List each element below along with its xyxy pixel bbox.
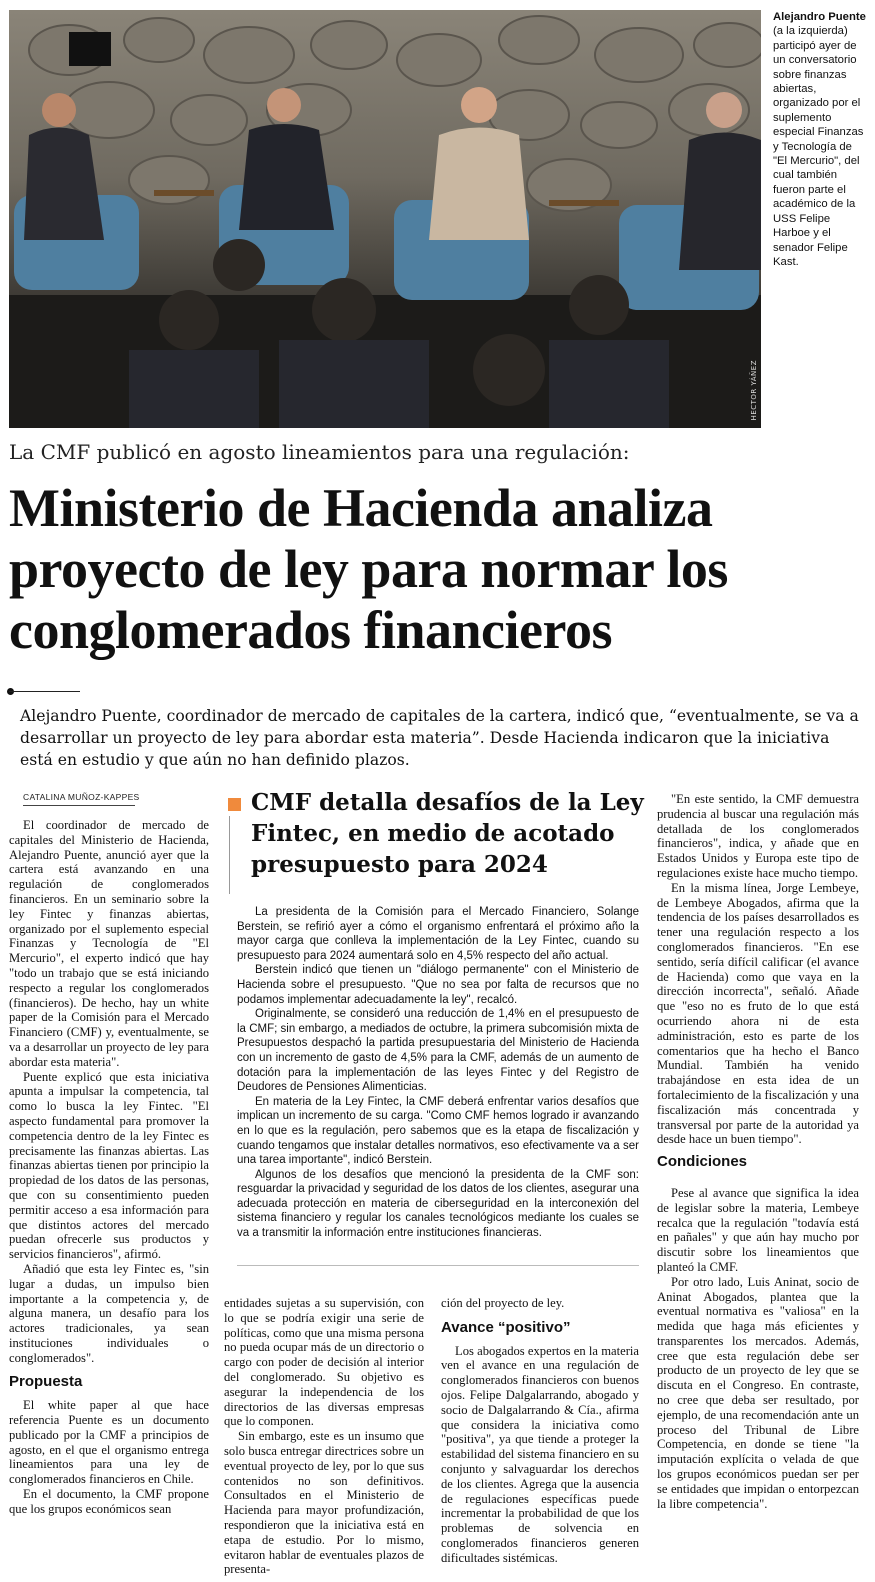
- byline: CATALINA MUÑOZ-KAPPES: [23, 792, 140, 802]
- paragraph: ción del proyecto de ley.: [441, 1296, 565, 1310]
- subheading-propuesta: Propuesta: [9, 1373, 83, 1391]
- subheading-avance: Avance “positivo”: [441, 1318, 571, 1336]
- paragraph: Pese al avance que significa la idea de legislar sobre la materia, Lembeye recalca que la regulación "todavía está en pañales" y que aún hay mucho por discutir sobre los lineamientos que planteó la CMF.: [657, 1185, 859, 1274]
- column-2: [224, 1296, 424, 1577]
- paragraph: Berstein indicó que tienen un "diálogo permanente" con el Ministerio de Hacienda sobre el presupuesto. "Que no sea por falta de recursos que no podamos implementar adecuadamente la ley", recalcó.: [237, 964, 639, 1006]
- article-photo: [9, 10, 761, 428]
- column-1: [9, 818, 209, 1517]
- caption-text: (a la izquierda) participó ayer de un conversatorio sobre finanzas abiertas, organizado por el suplemento especial Finanzas y Tecnología de "El Mercurio", del cual también fueron parte el académico de la USS Felipe Harboe y el senador Felipe Kast.: [773, 25, 864, 268]
- kicker: La CMF publicó en agosto lineamientos para una regulación:: [9, 440, 630, 464]
- byline-rule: [23, 805, 135, 806]
- inset-marker: [228, 798, 241, 811]
- paragraph: Originalmente, se consideró una reducción de 1,4% en el presupuesto de la CMF; sin embargo, a mediados de octubre, la primera subcomisión mixta de Presupuestos despachó la partida presupuestaria del Ministerio de Hacienda con un incremento de gasto de 4,5% para la CMF, además de un aumento de dotación para la implementación de las leyes Fintec y del Registro de Deudores de Pensiones Alimenticias.: [237, 1008, 639, 1094]
- paragraph: "En este sentido, la CMF demuestra prudencia al buscar una regulación más detallada de los conglomerados financieros", indica, y añade que en Estados Unidos y Europa este tipo de regulaciones existe hace mucho tiempo.: [657, 792, 859, 880]
- paragraph: El coordinador de mercado de capitales del Ministerio de Hacienda, Alejandro Puente, anunció ayer que la cartera está avanzando en una regulación de conglomerados financieros. En un seminario sobre la ley Fintec y finanzas abiertas, organizado por el suplemento especial Finanzas y Tecnología de "El Mercurio", el experto indicó que hay "todo un trabajo que se está iniciando respecto a regular los conglomerados (financieros). De hecho, hay un white paper de la Comisión para el Mercado Financiero (CMF) y, eventualmente, se va a desarrollar un proyecto de ley para abordar esta materia".: [9, 818, 209, 1069]
- paragraph: Sin embargo, este es un insumo que solo busca entregar directrices sobre un eventual proyecto de ley, por lo que sus contenidos no son definitivos. Consultados en el Ministerio de Hacienda para mayor profundización, respondieron que la iniciativa está en etapa de estudio. Por lo mismo, evitaron hablar de eventuales plazos de presenta-: [224, 1429, 424, 1577]
- lead-paragraph: Alejandro Puente, coordinador de mercado de capitales de la cartera, indicó que, “eventualmente, se va a desarrollar un proyecto de ley para abordar esta materia”. Desde Hacienda indicaron que la iniciativa está en estudio y que aún no han definido plazos.: [20, 707, 859, 769]
- paragraph: En el documento, la CMF propone que los grupos económicos sean: [9, 1487, 209, 1516]
- paragraph: Algunos de los desafíos que mencionó la presidenta de la CMF son: resguardar la privacidad y seguridad de los datos de los clientes, asegurar una adecuada protección en materia de ciberseguridad en la interconexión del sistema financiero y regular los canales tecnológicos mediante los cuales se va a transmitir la información entre instituciones financieras.: [237, 1168, 639, 1240]
- subheading-condiciones: Condiciones: [657, 1153, 748, 1171]
- inset-body: [237, 905, 639, 1241]
- paragraph: En la misma línea, Jorge Lembeye, de Lembeye Abogados, afirma que la tendencia de los países desarrollados es tener una regulación respecto a los conglomerados financieros. "En ese sentido, sería difícil calificar (el avance de Hacienda) como que vaya en la dirección incorrecta", señaló. Añade que "eso no es fruto de lo que está ocurriendo ahora ni de esta administración, esto es parte de los comentarios que ha hecho el Banco Mundial. También ha venido trabajándose en esta idea de un fortalecimiento de la fiscalización y una fiscalización más concentrada y transversal por parte de la autoridad ya desde hace un buen tiempo".: [657, 880, 859, 1147]
- paragraph: Los abogados expertos en la materia ven el avance en una regulación de conglomerados financieros con buenos ojos. Felipe Dalgalarrando, abogado y socio de Dalgalarrando & Cía., afirma que considera la iniciativa como "positiva", ya que tiende a proteger la estabilidad del sistema financiero en su conjunto y salvaguardar los derechos de los clientes. Agrega que la ausencia de regulaciones específicas puede incrementar la probabilidad de que los problemas de solvencia en conglomerados financieros generen dificultades sistémicas.: [441, 1343, 639, 1565]
- inset-title: CMF detalla desafíos de la Ley Fintec, en medio de acotado presupuesto para 2024: [251, 789, 644, 878]
- inset-rule: [229, 816, 230, 894]
- column-3: [441, 1296, 639, 1566]
- paragraph: El white paper al que hace referencia Puente es un documento publicado por la CMF a principios de agosto, en el que el organismo entrega lineamientos para una ley de conglomerados financieros en Chile.: [9, 1398, 209, 1487]
- column-4: [657, 792, 859, 1511]
- paragraph: Puente explicó que esta iniciativa apunta a impulsar la competencia, tal como lo busca la ley Fintec. "El aspecto fundamental para promover la competencia dentro de la ley Fintec es precisamente las finanzas abiertas. Las finanzas abiertas tienen por principio la propiedad de los datos de las personas, que con su consentimiento pueden permitir acceso a esa información para que distintos actores del mercado puedan ofrecerle sus productos y servicios financieros", afirmó.: [9, 1069, 209, 1262]
- paragraph: La presidenta de la Comisión para el Mercado Financiero, Solange Berstein, se refirió ayer a cómo el organismo enfrentará el próximo año la mayor carga que conlleva la implementación de la Ley Fintec, cuando su presupuesto para 2024 aumentará solo en 4,5% respecto del año actual.: [237, 906, 639, 962]
- paragraph: entidades sujetas a su supervisión, con lo que se podría exigir una serie de políticas, como que una misma persona no pueda ocupar más de un directorio o cargo con poder de decisión al interior del conglomerado. Su objetivo es asegurar la independencia de los directorios de las diversas empresas que lo componen.: [224, 1296, 424, 1429]
- photo-caption: [773, 10, 868, 269]
- photo-credit: HECTOR YÁÑEZ: [750, 360, 758, 421]
- caption-name: Alejandro Puente: [773, 11, 866, 23]
- paragraph: Por otro lado, Luis Aninat, socio de Aninat Abogados, plantea que la eventual normativa es "valiosa" en la medida que haga más eficientes y transparentes los mercados. Además, cree que esta regulación debe ser producto de un proyecto de ley que se discuta en el Congreso. En contraste, no cree que deba ser resultado, por ejemplo, de una recomendación ante un proceso del Tribunal de Libre Competencia, en donde se tiene "la imputación explícita o velada de que los grupos económicos puedan ser per se entidades que impidan o entorpezcan la libre competencia".: [657, 1274, 859, 1511]
- lead-rule: [9, 691, 80, 692]
- headline: Ministerio de Hacienda analiza proyecto de ley para normar los conglomerados financieros: [9, 478, 728, 660]
- paragraph: Añadió que esta ley Fintec es, "sin lugar a dudas, un impulso bien importante a la competencia y, de alguna manera, un desafío para los actores tradicionales, ya sean instituciones individuales o conglomerados".: [9, 1261, 209, 1365]
- inset-bottom-rule: [237, 1265, 639, 1266]
- paragraph: En materia de la Ley Fintec, la CMF deberá enfrentar varios desafíos que implican un incremento de su carga. "Como CMF hemos logrado ir avanzando en lo que es la regulación, pero sabemos que es la etapa de fiscalización y cuando tengamos que instalar detalles normativos, eso efectivamente va a ser una tarea importante", indicó Berstein.: [237, 1095, 639, 1167]
